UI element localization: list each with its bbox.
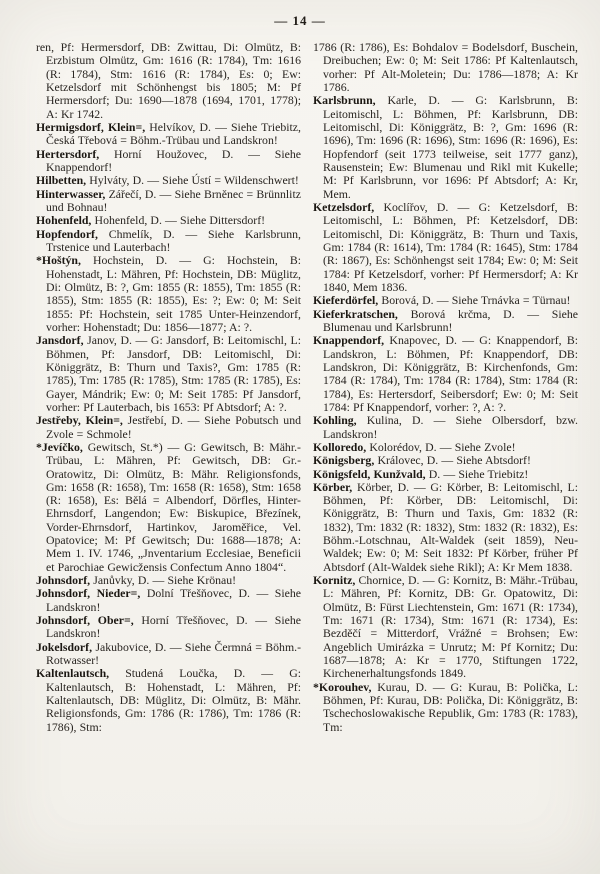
entry-text: Horní Houžovec, D. — Siehe Knappendorf! <box>46 146 301 174</box>
gazetteer-entry <box>313 574 578 681</box>
entry-headword: *Korouhev, <box>313 679 378 694</box>
entry-text: Hochstein, D. — G: Hochstein, B: Hohenstadt, L: Mähren, Pf: Hochstein, DB: Müglitz, Di: Olmütz, B: ?, Gm: 1855 (R: 1855), Tm: 1855 (R: 1855), Stm: 1855 (R: 1855), Es: ?; Ew: 0; M: Seit 1855: Pf: Hochstein, seit 1785 Unter-Heinzendorf, vorher: Hohenstadt; Du: 1856—1877; A: ?. <box>46 253 301 334</box>
entry-headword: Königsberg, <box>313 453 378 468</box>
gazetteer-entry <box>36 414 301 441</box>
entry-text: Horní Třešňovec, D. — Siehe Landskron! <box>46 613 301 641</box>
entry-text: Gewitsch, St.*) — G: Gewitsch, B: Mähr.-Trübau, L: Mähren, Pf: Gewitsch, DB: Gr.-Oratowitz, Di: Olmütz, B: Mähr. Religionsfonds, Gm: 1658 (R: 1658), Tm: 1658 (R: 1658), Stm: 1658 (R: 1658), Es: Bělá = Albendorf, Dörfles, Hinter-Ehrnsdorf, Langendon; Ew: Biskupice, Březínek, Vorder-Ehrnsdorf, Hartinkov, Jaroměřice, Vel. Opatovice; M: Pf Gewitsch; Du: 1688—1878; A: Mem 1. IV. 1746, „Jnventarium Ecclesiae, Beneficii et Parochiae Gewicžensis Confectum Anno 1804“. <box>46 439 301 574</box>
entry-headword: Johnsdorf, Ober=, <box>36 613 142 628</box>
gazetteer-entry <box>313 468 578 481</box>
entry-headword: Karlsbrunn, <box>313 93 388 108</box>
gazetteer-entry <box>313 294 578 307</box>
gazetteer-entry <box>36 441 301 574</box>
entry-text: Chmelík, D. — Siehe Karlsbrunn, Trstenice und Lauterbach! <box>46 226 301 254</box>
column-right <box>313 41 578 734</box>
gazetteer-entry <box>36 574 301 587</box>
entry-headword: Jestřeby, Klein=, <box>36 413 128 428</box>
entry-headword: Kieferkratschen, <box>313 306 411 321</box>
entry-headword: Kornitz, <box>313 573 359 588</box>
entry-headword: Knappendorf, <box>313 333 390 348</box>
entry-headword: Jokelsdorf, <box>36 639 96 654</box>
gazetteer-entry <box>313 334 578 414</box>
gazetteer-entry <box>36 174 301 187</box>
entry-text: Helvíkov, D. — Siehe Triebitz, Česká Třebová = Böhm.-Trübau und Landskron! <box>46 119 301 148</box>
entry-text: Hohenfeld, D. — Siehe Dittersdorf! <box>94 213 266 228</box>
entry-headword: Kohling, <box>313 413 367 428</box>
entry-text: Hylváty, D. — Siehe Ústí = Wildenschwert! <box>89 173 299 188</box>
entry-text: Zářečí, D. — Siehe Brněnec = Brünnlitz und Bohnau! <box>46 186 301 214</box>
entry-text: Jestřebí, D. — Siehe Pobutsch und Zvole = Schmole! <box>46 413 301 441</box>
entry-text: Knapovec, D. — G: Knappendorf, B: Landskron, L: Böhmen, Pf: Knappendorf, DB: Landskron, Di: Königgrätz, B: Kirchenfonds, Gm: 1784 (R: 1784), Tm: 1784 (R: 1784), Stm: 1784 (R: 1784), Es: Hertersdorf, Seibersdorf; Ew: 0; M: Seit 1784: Pf Knappendorf, vorher: ?, A: ?. <box>323 333 578 414</box>
entry-headword: Kieferdörfel, <box>313 293 382 308</box>
text-columns <box>36 41 578 734</box>
entry-text: ren, Pf: Hermersdorf, DB: Zwittau, Di: Olmütz, B: Erzbistum Olmütz, Gm: 1616 (R: 1784), Tm: 1616 (R: 1784), Stm: 1616 (R: 1784), Es: 0; Ew: Ketzelsdorf mit Schönhengst bis 1805; M: Pf Hermersdorf; Du: 1690—1878 (1694, 1701, 1778); A: Kr 1742. <box>36 40 301 121</box>
entry-text: Jakubovice, D. — Siehe Čermná = Böhm.-Rotwasser! <box>46 639 302 668</box>
entry-text: Chornice, D. — G: Kornitz, B: Mähr.-Trübau, L: Mähren, Pf: Kornitz, DB: Gr. Opatowitz, Di: Olmütz, B: Fürst Liechtenstein, Gm: 1671 (R: 1734), Tm: 1671 (R: 1734), Stm: 1671 (R: 1734), Es: Bezděčí = Mitterdorf, Vrážné = Brohsen; Ew: Angeblich Umirázka = Unrutz; M: Pf Kornitz; Du: 1687—1878; A: Kr = 1770, Stiftungen 1722, Kirchenerhaltungsfonds 1849. <box>323 573 578 681</box>
entry-text: Královec, D. — Siehe Abtsdorf! <box>377 453 531 468</box>
entry-text: Körber, D. — G: Körber, B: Leitomischl, L: Böhmen, Pf: Körber, DB: Leitomischl, Di: Königgrätz, B: Thurn und Taxis, Gm: 1832 (R: 1832), Tm: 1832 (R: 1832), Stm: 1832 (R: 1832), Es: Böhm.-Lotschnau, Alt-Waldek (seit 1859), Neu-Waldek; Ew: 0; M: Seit 1832: Pf Körber, früher Pf Abtsdorf (Alt-Waldek siehe Rikl); A: Kr Mem 1838. <box>323 479 579 574</box>
entry-text: Borová krčma, D. — Siehe Blumenau und Karlsbrunn! <box>323 306 578 334</box>
gazetteer-entry <box>36 614 301 641</box>
entry-headword: *Jevíčko, <box>36 439 88 454</box>
gazetteer-entry <box>36 41 301 121</box>
entry-headword: Hermigsdorf, Klein=, <box>36 119 150 134</box>
gazetteer-entry <box>36 254 301 334</box>
entry-headword: Johnsdorf, Nieder=, <box>36 586 147 601</box>
gazetteer-entry <box>36 148 301 175</box>
gazetteer-entry <box>36 228 301 255</box>
gazetteer-entry <box>313 94 578 201</box>
entry-headword: Hertersdorf, <box>36 146 115 161</box>
gazetteer-entry <box>36 641 301 668</box>
entry-text: 1786 (R: 1786), Es: Bohdalov = Bodelsdorf, Buschein, Dreibuchen; Ew: 0; M: Seit 1786: Pf Kaltenlautsch, vorher: Pf Alt-Moletein; Du: 1786—1878; A: Kr 1786. <box>313 40 578 94</box>
entry-text: Kurau, D. — G: Kurau, B: Polička, L: Böhmen, Pf: Kurau, DB: Polička, Di: Königgrätz, B: Tschechoslowakische Republik, Gm: 1783 (R: 1783), Tm: <box>323 679 578 734</box>
entry-text: Studená Loučka, D. — G: Kaltenlautsch, B: Hohenstadt, L: Mähren, Pf: Kaltenlautsch, DB: Müglitz, Di: Olmütz, B: Mähr. Religionsfonds, Gm: 1786 (R: 1786), Tm: 1786 (R: 1786), Stm: <box>46 666 301 734</box>
page-number: — 14 — <box>274 13 326 28</box>
gazetteer-entry <box>313 308 578 335</box>
entry-text: Janov, D. — G: Jansdorf, B: Leitomischl, L: Böhmen, Pf: Jansdorf, DB: Leitomischl, Di: Königgrätz, B: Thurn und Taxis?, Gm: 1785 (R: 1785), Tm: 1785 (R: 1785), Stm: 1785 (R: 1785), Es: Gayer, Mándrik; Ew: 0; M: Seit 1785: Pf Jansdorf, vorher: Pf Lauterbach, bis 1653: Pf Abtsdorf; A: ?. <box>46 333 302 414</box>
entry-text: D. — Siehe Triebitz! <box>428 466 529 481</box>
gazetteer-entry <box>313 441 578 454</box>
entry-headword: *Hoštýn, <box>36 253 93 268</box>
gazetteer-entry <box>36 587 301 614</box>
entry-headword: Hohenfeld, <box>36 213 95 228</box>
entry-headword: Körber, <box>313 479 357 494</box>
entry-text: Janůvky, D. — Siehe Krönau! <box>93 573 237 588</box>
entry-headword: Hilbetten, <box>36 173 90 188</box>
entry-headword: Johnsdorf, <box>36 573 94 588</box>
entry-headword: Ketzelsdorf, <box>313 199 384 214</box>
entry-headword: Hinterwasser, <box>36 186 109 201</box>
entry-text: Koclířov, D. — G: Ketzelsdorf, B: Leitomischl, L: Böhmen, Pf: Ketzelsdorf, DB: Leitomischl, Di: Königgrätz, B: Thurn und Taxis, Gm: 1784 (R: 1614), Tm: 1784 (R: 1645), Stm: 1784 (R: 1867), Es: Schönhengst seit 1784; Ew: 0; M: Seit 1784: Pf Ketzelsdorf, vorher: Pf Hermersdorf; A: Kr 1840, Mem 1836. <box>323 199 578 294</box>
gazetteer-entry <box>36 188 301 215</box>
gazetteer-entry <box>313 454 578 467</box>
gazetteer-entry <box>313 681 578 734</box>
gazetteer-entry <box>36 214 301 227</box>
entry-headword: Jansdorf, <box>36 333 88 348</box>
entry-headword: Kaltenlautsch, <box>36 666 126 681</box>
entry-headword: Königsfeld, Kunžvald, <box>313 466 429 481</box>
gazetteer-entry <box>313 41 578 94</box>
entry-text: Dolní Třešňovec, D. — Siehe Landskron! <box>46 586 301 614</box>
gazetteer-entry <box>36 121 301 148</box>
column-left <box>36 41 301 734</box>
entry-text: Karle, D. — G: Karlsbrunn, B: Leitomischl, L: Böhmen, Pf: Karlsbrunn, DB: Leitomischl, Di: Königgrätz, B: ?, Gm: 1696 (R: 1696), Tm: 1696 (R: 1696), Stm: 1696 (R: 1696), Es: Hopfendorf (seit 1773 teilweise, seit 1777 ganz), Rausenstein; Ew: Blumenau und Rikl mit Kukelle; M: Pf Karlsbrunn, vor 1696: Pf Abtsdorf; A: Kr, Mem. <box>323 93 579 201</box>
gazetteer-entry <box>313 481 578 574</box>
gazetteer-entry <box>36 667 301 734</box>
entry-headword: Kolloredo, <box>313 439 370 454</box>
entry-text: Borová, D. — Siehe Trnávka = Türnau! <box>381 293 571 308</box>
gazetteer-entry <box>313 201 578 294</box>
gazetteer-entry <box>313 414 578 441</box>
entry-text: Kulina, D. — Siehe Olbersdorf, bzw. Landskron! <box>323 413 578 441</box>
entry-headword: Hopfendorf, <box>36 226 109 241</box>
gazetteer-entry <box>36 334 301 414</box>
entry-text: Kolorédov, D. — Siehe Zvole! <box>369 439 516 454</box>
